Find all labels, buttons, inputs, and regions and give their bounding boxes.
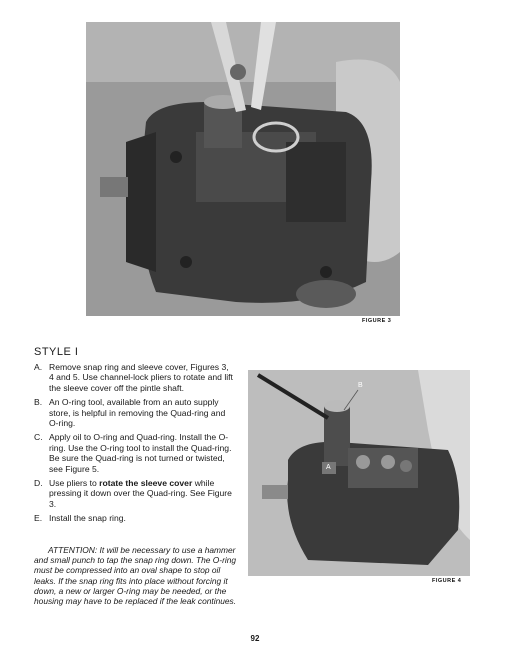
- attention-note: ATTENTION: It will be necessary to use a hammer and small punch to tap the snap ring down. The O-ring must be compressed into an oval shape to stop oil leaks. If the snap ring fits into place without forcing it down, a new or larger O-ring may be needed, or the housing may have to be replaced if the leak continues.: [34, 545, 237, 607]
- list-item: [34, 478, 234, 509]
- step-text-after: while pressing it down over the Quad-ring. See Figure 3.: [49, 478, 232, 509]
- figure-4-caption: FIGURE 4: [432, 578, 462, 584]
- step-letter: E.: [34, 513, 43, 524]
- step-letter: C.: [34, 432, 43, 443]
- step-text: An O-ring tool, available from an auto supply store, is helpful in removing the Quad-ring and O-ring.: [49, 397, 226, 429]
- page-number: 92: [250, 634, 260, 643]
- step-letter: D.: [34, 478, 43, 489]
- list-item: [34, 432, 234, 474]
- section-heading: STYLE I: [34, 346, 79, 358]
- step-letter: A.: [34, 362, 43, 372]
- figure-4-photo: [248, 370, 470, 576]
- pump-pliers-illustration: [86, 22, 400, 316]
- callout-b: B: [358, 382, 363, 389]
- step-text: Apply oil to O-ring and Quad-ring. Install the O-ring. Use the O-ring tool to install the Quad-ring. Be sure the Quad-ring is not turned or twisted, see Figure 5.: [49, 432, 232, 474]
- list-item: [34, 397, 234, 428]
- pump-oring-illustration: [248, 370, 470, 576]
- callout-a: A: [326, 464, 331, 471]
- step-text: Remove snap ring and sleeve cover, Figures 3, 4 and 5. Use channel-lock pliers to rotate and lift the sleeve cover off the pintle shaft.: [49, 362, 233, 393]
- step-letter: B.: [34, 397, 43, 408]
- list-item: [34, 513, 234, 523]
- figure-3-caption: FIGURE 3: [362, 318, 392, 324]
- step-text: Install the snap ring.: [49, 513, 126, 524]
- step-text-bold: rotate the sleeve cover: [99, 478, 193, 489]
- step-text-before: Use pliers to: [49, 478, 100, 489]
- list-item: [34, 362, 234, 393]
- figure-3-photo: [86, 22, 400, 316]
- steps-list: [34, 362, 234, 528]
